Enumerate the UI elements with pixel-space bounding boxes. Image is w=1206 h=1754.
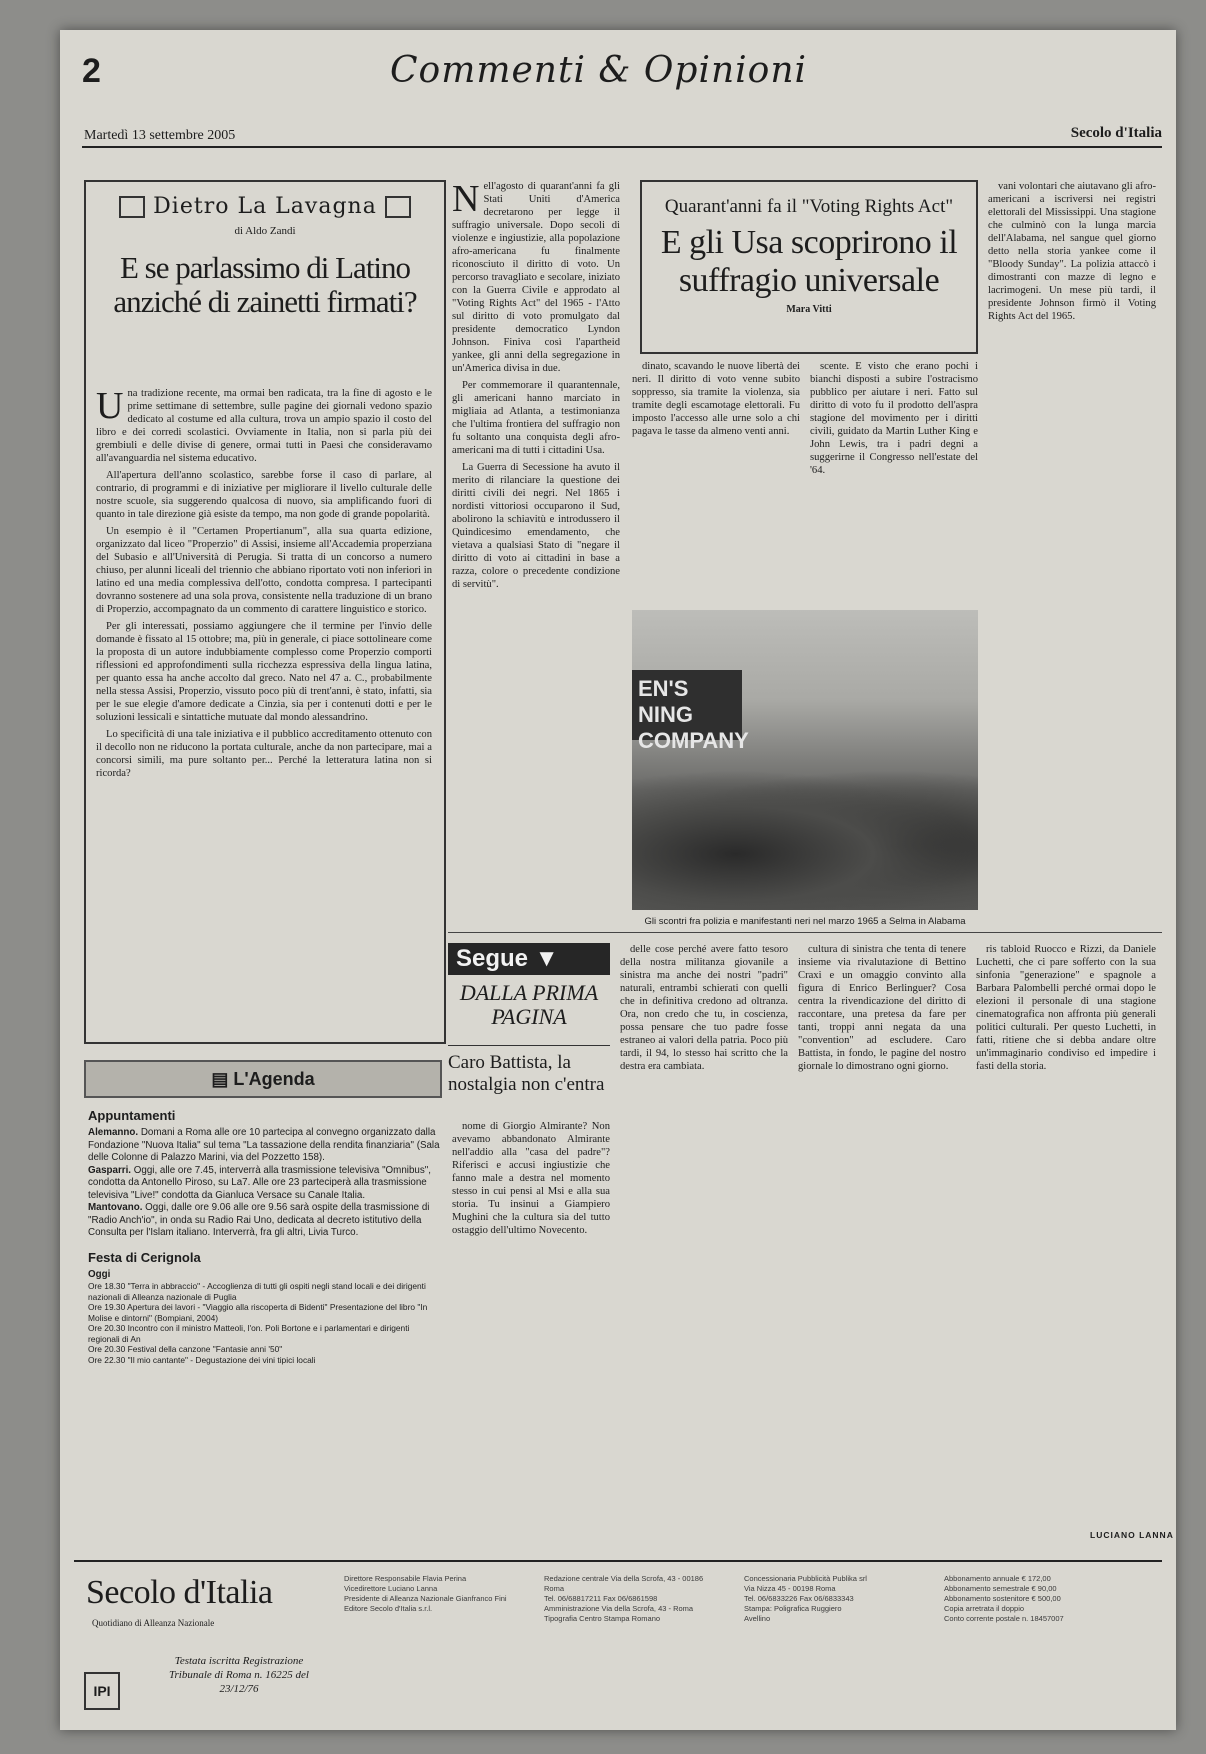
ipi-icon: IPI [84,1672,120,1710]
photo-sign: EN'S NING COMPANY [632,670,742,740]
agenda-item: Ore 22.30 "Il mio cantante" - Degustazione dei vini tipici locali [88,1354,316,1365]
segue-label-text: Segue [456,945,529,972]
page-number: 2 [82,52,101,90]
paragraph: ris tabloid Ruocco e Rizzi, da Daniele Luchetti, che ci pare sofferto con la sua sinfonia "generazione" e spagnole a Barbara Palombelli perché ormai dopo le elezioni il personale di una stagione cinematografica non affronta più generali politici culturali. Per questo Luchetti, in fatti, ritiene che si debba andare oltre un'immaginario condiviso ed impedire i fasti della storia. [976,944,1156,1072]
news-photo [632,610,978,910]
dropcap: N [452,180,480,220]
right-article-col2 [810,360,978,600]
footer-subtitle: Quotidiano di Alleanza Nazionale [92,1618,215,1628]
paragraph: nome di Giorgio Almirante? Non avevamo abbandonato Almirante nell'addio alla "casa del padre"? Riferisci e accusi ingiustizie che fanno male a destra nel momento stesso in cui pensi al Msi e alla sua storia. Tu insinui a Giampiero Mughini che la cultura sia del tutto ostaggio dell'ultimo Novecento. [452,1121,610,1236]
photo-crowd [632,770,978,910]
paragraph: ell'agosto di quarant'anni fa gli Stati Uniti d'America decretarono per legge il suffragio universale. Dopo secoli di violenze e ingiustizie, alla popolazione afro-americana fu finalmente riconosciuto il diritto di voto. Un percorso travagliato e secolare, iniziato con la Guerra Civile e approdato al "Voting Rights Act" del 1965 - l'Atto sul diritto di voto promulgato dal presidente democratico Lyndon Johnson. Finiva così l'apartheid yankee, gli anni della segregazione in un'America divisa in due. [452,181,620,374]
footer-logo: Secolo d'Italia [86,1574,273,1611]
kicker: Quarant'anni fa il "Voting Rights Act" [664,196,954,217]
agenda-section: Appuntamenti [88,1108,176,1123]
agenda-item: Ore 20.30 Festival della canzone "Fantasie anni '50" [88,1344,283,1354]
agenda-text: Oggi, dalle ore 9.06 alle ore 9.56 sarà ospite della trasmissione di "Radio Anch'io", in onda su Radio Rai Uno, dedicata al decreto istitutivo della Consulta per l'Islam italiano. Interverrà, fra gli altri, Livia Turco. [88,1202,430,1238]
byline: Mara Vitti [786,304,832,315]
segue-label [448,943,610,975]
photo-caption: Gli scontri fra polizia e manifestanti neri nel marzo 1965 a Selma in Alabama [644,916,966,927]
center-article [452,180,620,920]
right-headline-box [640,180,978,354]
segue-col4 [976,943,1156,1523]
footer-col: Redazione centrale Via della Scrofa, 43 - 00186 Roma Tel. 06/68817211 Fax 06/6861598 Amministrazione Via della Scrofa, 43 - Roma Tipografia Centro Stampa Romano [544,1574,704,1623]
section-masthead [390,50,807,91]
agenda-item: Ore 19.30 Apertura dei lavori - "Viaggio alla riscoperta di Bidenti" Presentazione del libro "In Molise e dintorni" (Bompiani, 2004) [88,1302,428,1323]
headline: E se parlassimo di Latino anziché di zainetti firmati? [113,250,417,319]
right-article-col3 [988,180,1156,920]
paragraph: All'apertura dell'anno scolastico, sarebbe forse il caso di parlare, al contrario, di programmi e di iniziative per migliorare il livello culturale delle nostre scuole, sia suggerendo qualcosa di nuovo, sia amplificando fuori di quanto in tale direzione già esiste da tempo, ma non gode di grande popolarità. [96,470,432,520]
blackboard-icon [385,196,411,218]
from-front-page: DALLA PRIMA PAGINA [459,980,599,1029]
dropcap: U [96,387,124,427]
agenda-item [84,1165,442,1203]
paragraph: Lo specificità di una tale iniziativa e il pubblico accreditamento ottenuto con il decollo non ne riducono la portata culturale, anche da non partecipare, mai a concorsi simili, ma pure soltanto per... Perché la letteratura latina non si ricorda? [96,729,432,779]
mid-rule [448,932,1162,933]
paragraph: na tradizione recente, ma ormai ben radicata, tra la fine di agosto e le prime settimane di settembre, sulle pagine dei giornali vedono spazio dedicato al costume ed alla cultura, trova un ampio spazio il costo del libro e dei corredi scolastici. Ovviamente in Italia, non si parla più dei grembiuli e delle divise di genere, ormai tutti in Paesi che consideravamo all'avanguardia nel sistema educativo. [96,388,432,464]
paragraph: Per commemorare il quarantennale, gli americani hanno marciato in migliaia ad Atlanta, a testimonianza che l'ultima frontiera del suffragio non fu soltanto una conquista degli afro-americani ma di tutti i cittadini Usa. [452,380,620,456]
right-article-col1 [632,360,800,600]
rubric [86,194,444,219]
header-rule [82,146,1162,148]
footer-col: Abbonamento annuale € 172,00 Abbonamento semestrale € 90,00 Abbonamento sostenitore € 500,00 Copia arretrata il doppio Conto corrente postale n. 18457007 [944,1574,1064,1623]
footer-col: Concessionaria Pubblicità Publika srl Via Nizza 45 - 00198 Roma Tel. 06/6833226 Fax 06/6833343 Stampa: Poligrafica Ruggiero Avellino [744,1574,867,1623]
issue-date: Martedì 13 settembre 2005 [84,128,236,143]
byline: di Aldo Zandi [234,225,296,237]
segue-col2 [620,943,788,1545]
paragraph: vani volontari che aiutavano gli afro-americani a iscriversi nei registri elettorali del Mississippi. Una stagione che culminò con la lunga marcia dell'Alabama, nel sangue quel giorno detto nella storia yankee come il "Bloody Sunday". La polizia attaccò i dimostranti con mazze di legno e lacrimogeni. Un mese più tardi, il presidente Johnson firmò il Voting Rights Act del 1965. [988,181,1156,322]
newspaper-page [60,30,1176,1730]
calendar-icon: ▤ [211,1069,229,1089]
paragraph: delle cose perché avere fatto tesoro della nostra militanza giovanile a sinistra ma anche dei nostri "padri" naturali, entrambi schierati con quelli che in definitiva credono ad oltranza. Ora, non credo che tu, in coscienza, possa pensare che tuo padre fosse estraneo ai valori della patria. Poco più tardi, il 94, lo stesso hai scritto che la destra era cambiata. [620,944,788,1072]
segue-col1 [452,1120,610,1545]
paragraph: Per gli interessati, possiamo aggiungere che il termine per l'invio delle domande è fissato al 15 ottobre; ma, più in generale, ci piace sottolineare come la proposta di un autore indubbiamente complesso come Properzio comporti riflessioni ed approfondimenti sulla ricchezza espressiva della lingua latina, per quanto essa ha anche accolto dal greco. Nato nel 47 a. C., probabilmente nella stessa Assisi, Properzio, vissuto poco più di trent'anni, è stato, infatti, sia per le sue elegie d'amore dedicate a Cinzia, sia per i contenuti dotti e per le soluzioni lessicali e sintattiche mutuate dal mondo alessandrino. [96,621,432,723]
section-title: Commenti & Opinioni [390,50,808,91]
registration: Testata iscritta Registrazione Tribunale di Roma n. 16225 del 23/12/76 [169,1655,309,1695]
agenda-subhead: Oggi [88,1268,111,1280]
blackboard-icon [119,196,145,218]
segue-title: Caro Battista, la nostalgia non c'entra [448,1045,610,1096]
segue-box [448,943,610,1096]
agenda-title [84,1060,442,1098]
article-body [96,387,432,1032]
agenda-item [84,1127,442,1165]
paragraph: scente. E visto che erano pochi i bianchi disposti a subire l'ostracismo pubblico per aiutare i neri. Fatto sul diritto di voto fu il prodotto dell'aspra stagione del movimento per i diritti civili, guidato da Martin Luther King e John Lewis, tra i padri degni a suggerirne il Congresso nell'estate del '64. [810,361,978,476]
paragraph: dinato, scavando le nuove libertà dei neri. Il diritto di voto venne subito soppresso, sia tramite la violenza, sia tramite degli escamotage elettorali. Fu imposto l'accesso alle urne solo a chi pagava le tasse da almeno venti anni. [632,361,800,437]
footer [74,1560,1162,1730]
agenda-item: Ore 20.30 Incontro con il ministro Matteoli, l'on. Poli Bortone e i parlamentari e dirigenti regionali di An [88,1323,410,1344]
paragraph: Un esempio è il "Certamen Propertianum", alla sua quarta edizione, organizzato dal liceo "Properzio" di Assisi, insieme all'Accademia properziana del Subasio e all'Università di Perugia. Si tratta di un concorso a numero chiuso, per alunni liceali del triennio che abbiano riportato voti non inferiori in latino ed una media complessiva dell'otto, condotta compresa. I partecipanti dovranno sostenere ad una sola prova, consistente nella traduzione di un brano di Properzio, accompagnato da un commento di carattere linguistico e storico. [96,526,432,615]
agenda-who: Mantovano. [88,1202,143,1213]
agenda-section: Festa di Cerignola [88,1249,201,1265]
left-article [84,180,446,1044]
paragraph: La Guerra di Secessione ha avuto il merito di rilanciare la questione dei diritti civili dei negri. Nel 1865 i nordisti vittoriosi occuparono il Sud, abolirono la schiavitù e introdussero il Quindicesimo emendamento, che vietava a qualsiasi Stato di "negare il diritto di voto ai cittadini in base a razza, colore o precedente condizione di servitù". [452,462,620,590]
footer-col: Direttore Responsabile Flavia Perina Vicedirettore Luciano Lanna Presidente di Alleanza Nazionale Gianfranco Fini Editore Secolo d'Italia s.r.l. [344,1574,507,1613]
agenda-title-text: L'Agenda [233,1069,315,1089]
signature: LUCIANO LANNA [1090,1530,1174,1540]
paragraph: cultura di sinistra che tenta di tenere insieme via rivalutazione di Bettino Craxi e un omaggio convinto alla figura di Enrico Berlinguer? Cosa centra la rivendicazione del diritto di raccontare, una pretesa da fare per tanti, troppi anni negata da una "convention" ad escludere. Caro Battista, in fondo, le pagine del nostro giornale lo dimostrano ogni giorno. [798,944,966,1072]
rubric-text: Dietro La Lavagna [153,194,377,219]
agenda [84,1060,442,1390]
agenda-text: Domani a Roma alle ore 10 partecipa al convegno organizzato dalla Fondazione "Nuova Italia" sul tema "La tassazione della rendita finanziaria" (Sala delle Colonne di Palazzo Marini, via del Pozzetto 158). [88,1127,440,1163]
brand-small: Secolo d'Italia [1070,125,1162,141]
agenda-who: Alemanno. [88,1127,139,1138]
agenda-item [84,1202,442,1240]
headline: E gli Usa scoprirono il suffragio universale [660,224,958,299]
segue-col3 [798,943,966,1545]
arrow-down-icon: ▼ [534,945,559,972]
agenda-item: Ore 18.30 "Terra in abbraccio" - Accoglienza di tutti gli ospiti negli stand locali e dei dirigenti nazionali di Alleanza nazionale di Puglia [88,1281,426,1302]
agenda-who: Gasparri. [88,1164,132,1176]
agenda-text: Oggi, alle ore 7.45, interverrà alla trasmissione televisiva "Omnibus", condotta da Antonello Piroso, su La7. Alle ore 23 parteciperà alla trasmissione televisiva "Live!" condotta da Gianluca Versace su Canale Italia. [88,1164,431,1201]
